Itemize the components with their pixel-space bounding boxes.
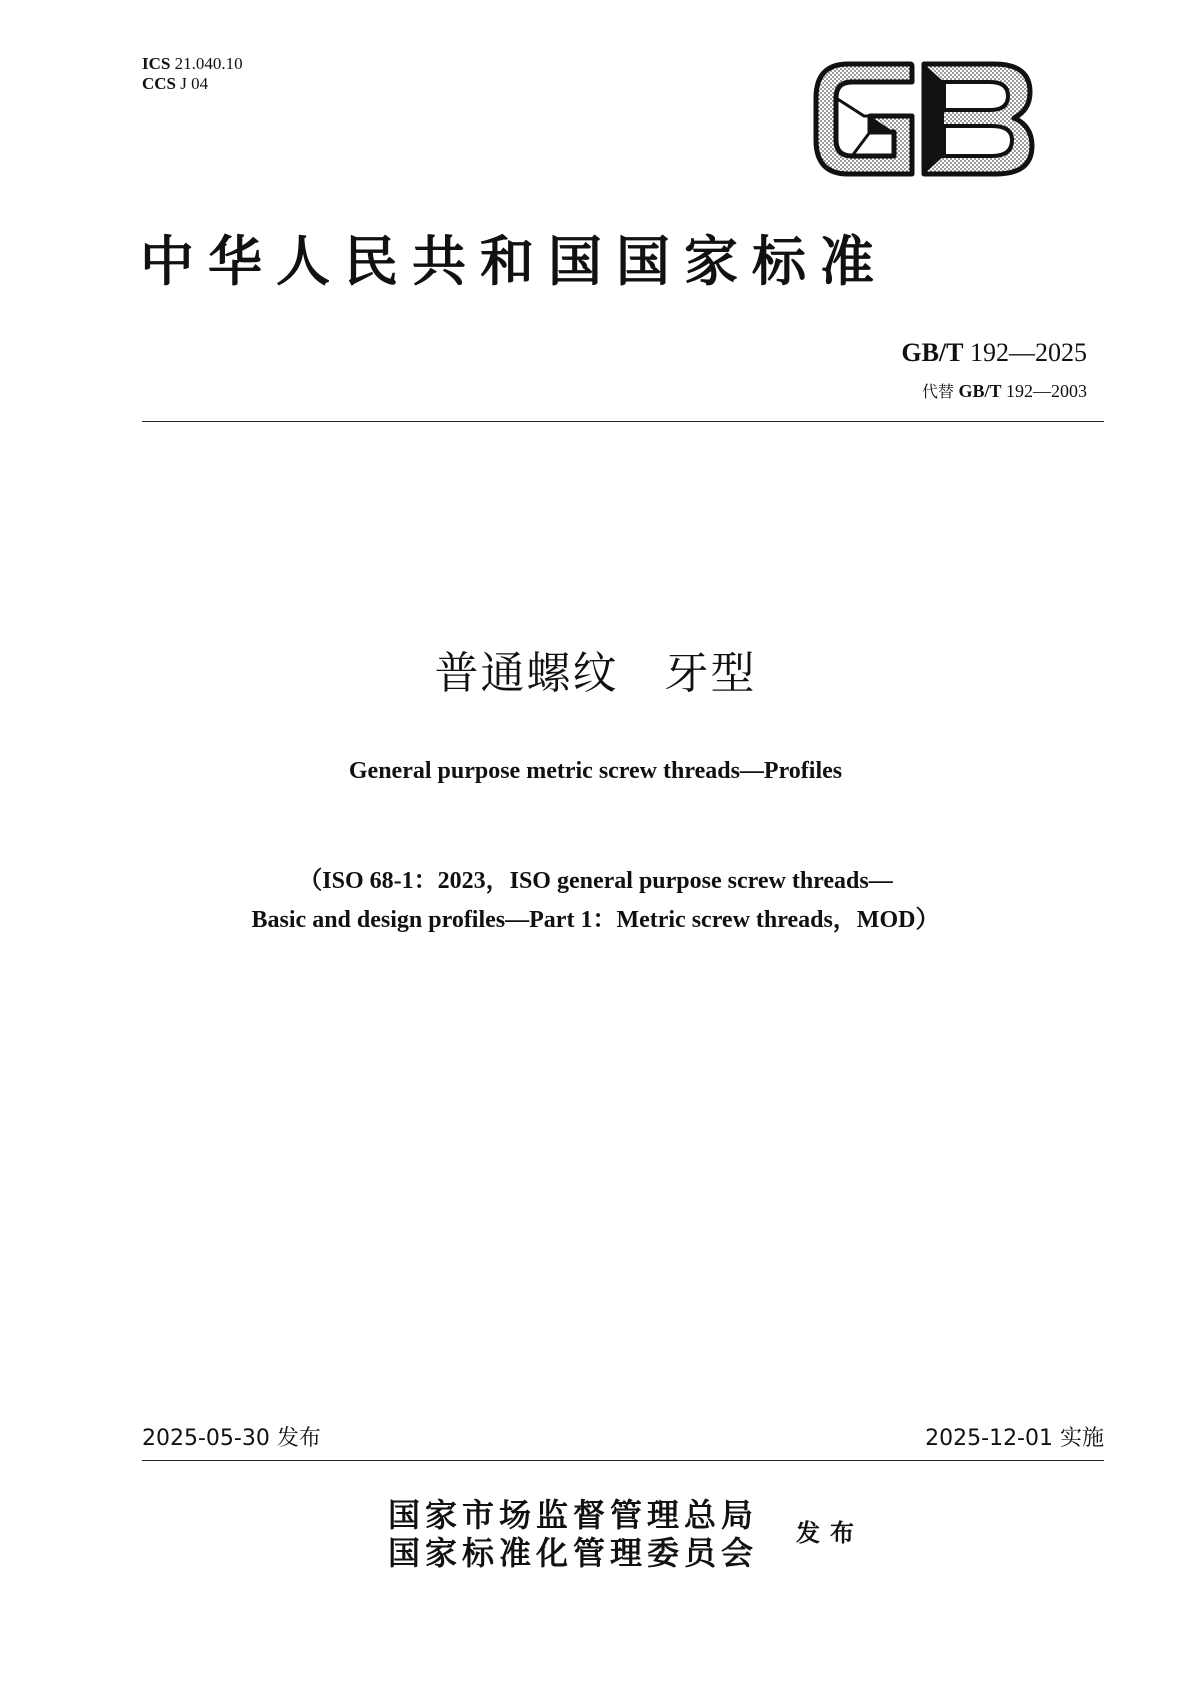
iso-reference-line-2: Basic and design profiles—Part 1：Metric screw threads，MOD） bbox=[251, 907, 940, 933]
ics-code: 21.040.10 bbox=[174, 54, 243, 73]
bottom-divider bbox=[142, 1460, 1104, 1461]
standard-number bbox=[901, 338, 1087, 368]
issuing-authorities bbox=[388, 1496, 758, 1572]
ccs-label: CCS bbox=[142, 74, 177, 93]
issuer-sac: 国家标准化管理委员会 bbox=[388, 1534, 759, 1572]
iso-reference-line-1: （ISO 68-1：2023，ISO general purpose screw threads— bbox=[298, 868, 893, 894]
ccs-code: J 04 bbox=[180, 74, 209, 93]
iso-reference bbox=[0, 862, 1191, 940]
ics-label: ICS bbox=[142, 54, 171, 73]
ics-line bbox=[142, 54, 243, 74]
national-standard-title: 中华人民共和国国家标准 bbox=[140, 229, 888, 293]
replaces-standard bbox=[922, 380, 1087, 403]
gb-logo bbox=[808, 60, 1038, 178]
logo-letter-b bbox=[924, 64, 1032, 174]
replaces-label: 代替 bbox=[921, 382, 954, 401]
publish-date: 2025-05-30 发布 bbox=[142, 1426, 321, 1451]
classification-codes bbox=[142, 54, 243, 94]
ccs-line bbox=[142, 74, 243, 94]
title-english: General purpose metric screw threads—Profiles bbox=[348, 758, 843, 784]
logo-letter-g bbox=[816, 64, 912, 174]
issue-label: 发布 bbox=[796, 1518, 864, 1547]
title-chinese: 普通螺纹 牙型 bbox=[434, 648, 757, 699]
issuer-samr: 国家市场监督管理总局 bbox=[388, 1496, 759, 1534]
top-divider bbox=[142, 421, 1104, 422]
standard-number-value: 192—2025 bbox=[970, 338, 1087, 367]
replaces-prefix: GB/T bbox=[958, 381, 1002, 401]
effective-date: 2025-12-01 实施 bbox=[925, 1426, 1104, 1451]
replaces-number: 192—2003 bbox=[1006, 381, 1087, 401]
standard-number-prefix: GB/T bbox=[901, 338, 964, 367]
